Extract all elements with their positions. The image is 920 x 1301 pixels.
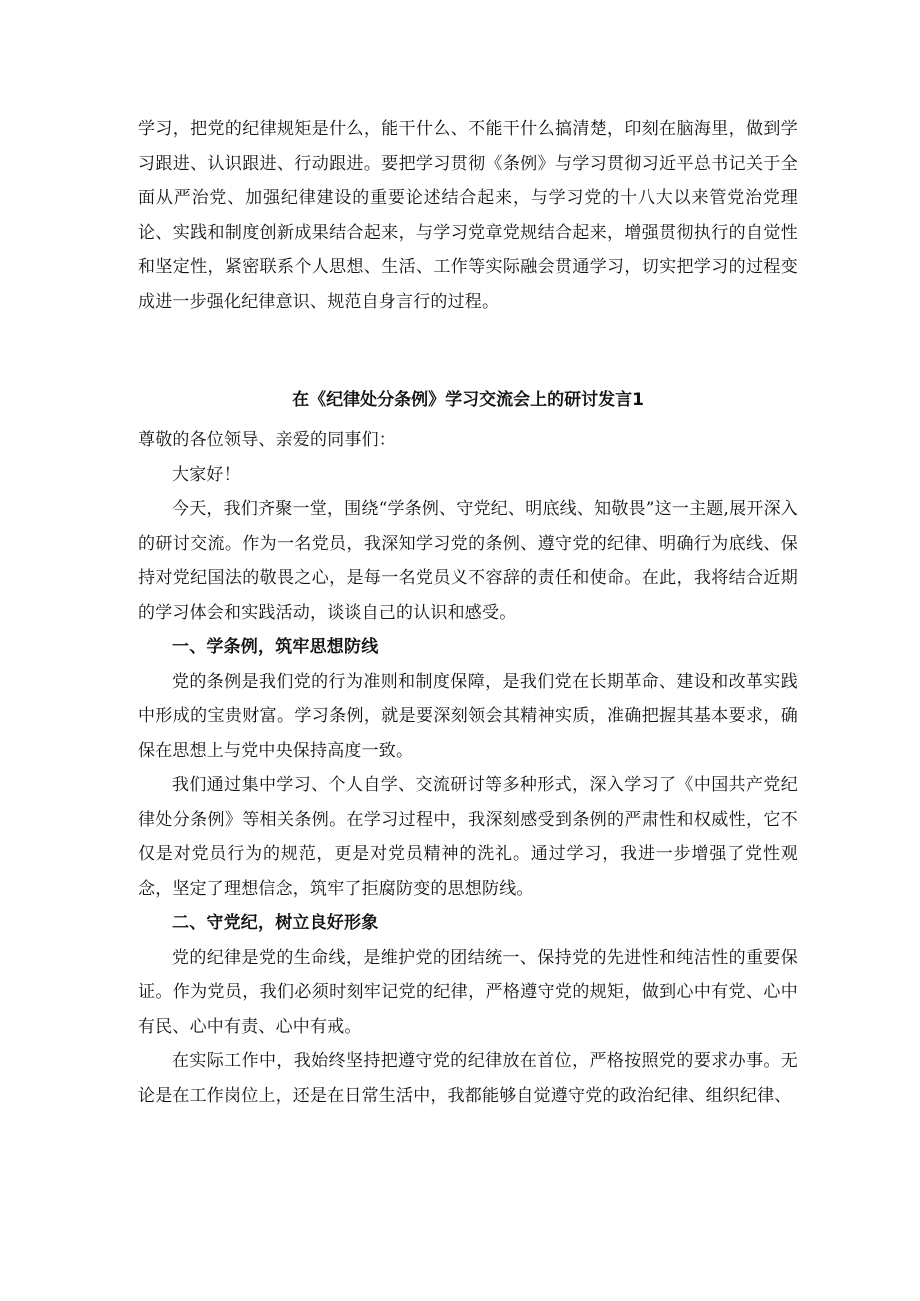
section-1-paragraph-2: 我们通过集中学习、个人自学、交流研讨等多种形式，深入学习了《中国共产党纪律处分条例》等相关条例。在学习过程中，我深刻感受到条例的严肃性和权威性，它不仅是对党员行为的规范，更是对党员精神的洗礼。通过学习，我进一步增强了党性观念，坚定了理想信念，筑牢了拒腐防变的思想防线。 [138,775,798,899]
speech-body [138,423,798,1113]
continuation-paragraph: 学习，把党的纪律规矩是什么，能干什么、不能干什么搞清楚，印刻在脑海里，做到学习跟进、认识跟进、行动跟进。要把学习贯彻《条例》与学习贯彻习近平总书记关于全面从严治党、加强纪律建设的重要论述结合起来，与学习党的十八大以来管党治党理论、实践和制度创新成果结合起来，与学习党章党规结合起来，增强贯彻执行的自觉性和坚定性，紧密联系个人思想、生活、工作等实际融会贯通学习，切实把学习的过程变成进一步强化纪律意识、规范自身言行的过程。 [138,119,798,312]
speech-title: 在《纪律处分条例》学习交流会上的研讨发言1 [292,390,644,410]
section-1-paragraph-1: 党的条例是我们党的行为准则和制度保障，是我们党在长期革命、建设和改革实践中形成的宝贵财富。学习条例，就是要深刻领会其精神实质，准确把握其基本要求，确保在思想上与党中央保持高度一致。 [138,671,798,761]
section-2-paragraph-2: 在实际工作中，我始终坚持把遵守党的纪律放在首位，严格按照党的要求办事。无论是在工作岗位上，还是在日常生活中，我都能够自觉遵守党的政治纪律、组织纪律、 [138,1051,798,1106]
greeting: 大家好！ [172,464,241,485]
section-2-paragraph-1: 党的纪律是党的生命线，是维护党的团结统一、保持党的先进性和纯洁性的重要保证。作为党员，我们必须时刻牢记党的纪律，严格遵守党的规矩，做到心中有党、心中有民、心中有责、心中有戒。 [138,947,798,1037]
salutation: 尊敬的各位领导、亲爱的同事们： [138,430,396,450]
section-1-heading: 一、学条例，筑牢思想防线 [172,637,379,657]
section-2-heading: 二、守党纪，树立良好形象 [172,913,379,933]
intro-paragraph: 今天，我们齐聚一堂，围绕“学条例、守党纪、明底线、知敬畏”这一主题,展开深入的研讨交流。作为一名党员，我深知学习党的条例、遵守党的纪律、明确行为底线、保持对党纪国法的敬畏之心，是每一名党员义不容辞的责任和使命。在此，我将结合近期的学习体会和实践活动，谈谈自己的认识和感受。 [138,499,798,623]
top-continuation-block [138,112,798,319]
